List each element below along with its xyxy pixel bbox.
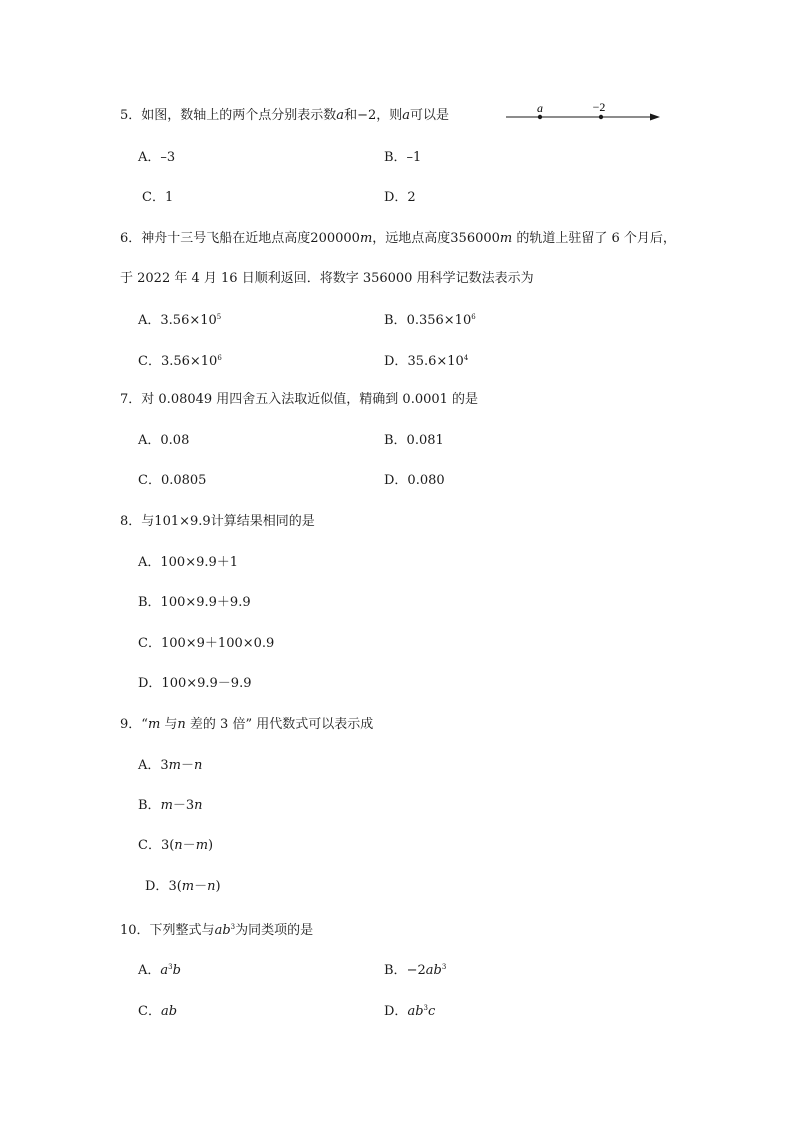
option-label: B． [138,798,161,813]
q7-option-a[interactable]: A．0.08 [138,433,190,448]
q10-option-b[interactable] [384,963,446,979]
option-label: D． [384,354,408,369]
q8-option-c[interactable]: C．100×9＋100×0.9 [138,636,275,651]
option-label: C． [138,1004,161,1019]
math-expression: 101×9.9 [154,514,211,529]
q6-option-a[interactable] [138,313,221,329]
q10-option-d[interactable] [384,1004,435,1020]
math-number: 3( [168,879,182,894]
point-neg2 [599,115,603,119]
stem-text: 与 [141,514,155,529]
q8-option-d[interactable]: D．100×9.9－9.9 [138,676,252,691]
exponent: 6 [217,354,222,362]
q10-option-a[interactable] [138,963,181,979]
option-label: B． [384,963,407,978]
stem-text: 神舟十三号飞船在近地点高度 [141,231,311,246]
option-value: 3.56×10 [160,313,217,328]
math-var: m [147,717,161,732]
math-var: ab [407,1004,424,1019]
stem-text: ，则 [376,108,403,123]
math-number: 3 [160,758,169,773]
math-paren: ) [208,838,214,853]
q5-option-d[interactable]: D．2 [384,190,416,205]
q6-option-c[interactable] [138,354,222,370]
q7-option-c[interactable]: C．0.0805 [138,473,207,488]
math-operator: －3 [172,798,195,813]
math-var: n [177,717,186,732]
math-operator: － [194,879,208,894]
question-number: 9． [120,717,142,732]
math-number: 200000 [310,231,360,246]
q9-option-d[interactable] [145,879,221,895]
option-label: A． [138,313,161,328]
stem-text: ，远地点高度 [372,231,451,246]
question-8-stem [120,514,315,530]
math-var: a [336,108,345,123]
question-number: 10． [120,923,150,938]
exponent: 3 [441,963,447,971]
math-paren: ) [215,879,221,894]
option-value: 35.6×10 [407,354,464,369]
option-label: A． [138,963,161,978]
q10-option-c[interactable] [138,1004,177,1020]
number-line-figure [500,98,665,124]
option-label: C． [138,838,161,853]
q6-option-d[interactable] [384,354,468,370]
math-var: ab [425,963,442,978]
stem-text: 计算结果相同的是 [210,514,315,529]
question-6-stem-line1 [120,231,676,247]
math-var: m [168,758,181,773]
question-5-stem [120,108,449,124]
math-number: 356000 [450,231,500,246]
math-var: n [207,879,216,894]
point-a [538,115,542,119]
stem-text: 下列整式与 [149,923,215,938]
math-number: 3( [160,838,175,853]
option-value: 0.356×10 [406,313,472,328]
stem-text: 和 [344,108,358,123]
exponent: 3 [168,963,173,971]
question-number: 7． [120,392,142,407]
question-number: 6． [120,231,142,246]
stem-text: 与 [160,717,178,732]
math-var: n [194,758,203,773]
exponent: 5 [216,313,222,321]
math-var: ab [160,1004,178,1019]
option-label: B． [384,313,407,328]
question-10-stem [120,923,313,939]
stem-text: 可以是 [410,108,450,123]
option-label: A． [138,758,161,773]
stem-text: 为同类项的是 [235,923,314,938]
q5-option-c[interactable]: C．1 [142,190,174,205]
label-neg2: −2 [592,100,606,114]
exponent: 3 [230,923,236,931]
question-number: 8． [120,514,142,529]
exponent: 4 [463,354,469,362]
math-var: b [172,963,181,978]
question-7-stem [120,392,478,408]
math-operator: － [181,758,195,773]
question-number: 5． [120,108,142,123]
math-var: m [359,231,373,246]
exponent: 6 [471,313,476,321]
option-value: 3.56×10 [160,354,218,369]
q6-option-b[interactable] [384,313,476,329]
arrow-head-icon [650,114,660,121]
stem-text: 对 0.08049 用四舍五入法取近似值，精确到 0.0001 的是 [141,392,479,407]
math-var: n [174,838,183,853]
q7-option-d[interactable]: D．0.080 [384,473,445,488]
math-number: −2 [406,963,426,978]
option-label: D． [145,879,169,894]
question-6-stem-line2: 于 2022 年 4 月 16 日顺利返回．将数字 356000 用科学记数法表示为 [120,271,534,286]
math-var: ab [214,923,231,938]
math-var: a [402,108,411,123]
q9-option-a[interactable] [138,758,202,774]
q5-option-b[interactable]: B．–1 [384,150,422,165]
math-var: c [427,1004,436,1019]
stem-text: 差的 3 倍” 用代数式可以表示成 [185,717,374,732]
q8-option-b[interactable]: B．100×9.9＋9.9 [138,595,251,610]
math-var: m [181,879,195,894]
math-operator: － [182,838,196,853]
q5-option-a[interactable]: A．–3 [138,150,176,165]
option-label: C． [138,354,161,369]
q7-option-b[interactable]: B．0.081 [384,433,444,448]
q9-option-b[interactable] [138,798,203,814]
math-number: −2 [357,108,377,123]
math-var: n [194,798,203,813]
option-label: D． [384,1004,408,1019]
math-var: m [160,798,173,813]
stem-text: 的轨道上驻留了 6 个月后， [512,231,676,246]
label-a: a [537,101,543,115]
exponent: 3 [423,1004,428,1012]
stem-text: 如图，数轴上的两个点分别表示数 [141,108,337,123]
q9-option-c[interactable] [138,838,213,854]
math-var: a [160,963,169,978]
question-9-stem [120,717,373,733]
stem-text: “ [141,717,148,732]
math-var: m [195,838,209,853]
math-var: m [499,231,513,246]
q8-option-a[interactable]: A．100×9.9＋1 [138,555,239,570]
